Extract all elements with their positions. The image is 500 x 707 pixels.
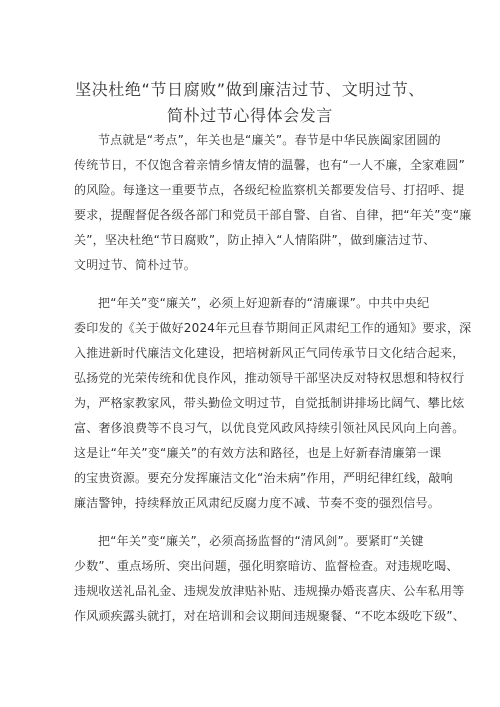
text-line: 文明过节、简朴过节。: [74, 258, 197, 272]
title-line: 简朴过节心得体会发言: [166, 105, 333, 125]
text-line: 关”，坚决杜绝“节日腐败”，防止掉入“人情陷阱”，做到廉洁过节、: [74, 233, 436, 247]
text-line: 违规收送礼品礼金、违规发放津贴补贴、违规操办婚丧喜庆、公车私用等: [74, 584, 465, 598]
text-line: 的宝贵资源。要充分发挥廉洁文化“治未病”作用，严明纪律红线，敲响: [74, 471, 453, 485]
document-body: [74, 128, 472, 642]
title-line: 坚决杜绝“节日腐败”做到廉洁过节、文明过节、: [75, 79, 425, 99]
text-line: 要求，提醒督促各级各部门和党员干部自警、自省、自律，把“年关”变“廉: [74, 208, 472, 222]
text-line: 富、奢侈浪费等不良习气，以优良党风政风持续引领社风民风向上向善。: [74, 421, 465, 435]
text-line: 委印发的《关于做好2024年元旦春节期间正风肃纪工作的通知》要求，深: [74, 321, 472, 335]
text-line: 节点就是“考点”，年关也是“廉关”。春节是中华民族阖家团圆的: [98, 133, 441, 147]
text-line: 作风顽疾露头就打，对在培训和会议期间违规聚餐、“不吃本级吃下级”、: [74, 609, 466, 623]
paragraph: [74, 128, 472, 278]
text-line: 入推进新时代廉洁文化建设，把培树新风正气同传承节日文化结合起来，: [74, 346, 465, 360]
text-line: 这是让“年关”变“廉关”的有效方法和路径，也是上好新春清廉第一课: [74, 446, 442, 460]
text-line: 弘扬党的光荣传统和优良作风，推动领导干部坚决反对特权思想和特权行: [74, 371, 465, 385]
text-line: 把“年关”变“廉关”，必须高扬监督的“清风剑”。要紧盯“关键: [98, 534, 424, 548]
text-line: 把“年关”变“廉关”，必须上好迎新春的“清廉课”。中共中央纪: [98, 296, 430, 310]
text-line: 传统节日，不仅饱含着亲情乡情友情的温馨，也有“一人不廉，全家难圆”: [74, 158, 466, 172]
text-line: 为，严格家教家风，带头勤俭文明过节，自觉抵制讲排场比阔气、攀比炫: [74, 396, 465, 410]
text-line: 的风险。每逢这一重要节点，各级纪检监察机关都要发信号、打招呼、提: [74, 183, 465, 197]
document-title: [40, 77, 460, 129]
text-line: 少数”、重点场所、突出问题，强化明察暗访、监督检查。对违规吃喝、: [74, 559, 459, 573]
text-line: 廉洁警钟，持续释放正风肃纪反腐力度不减、节奏不变的强烈信号。: [74, 496, 441, 510]
paragraph: [74, 291, 472, 516]
paragraph: [74, 529, 466, 629]
